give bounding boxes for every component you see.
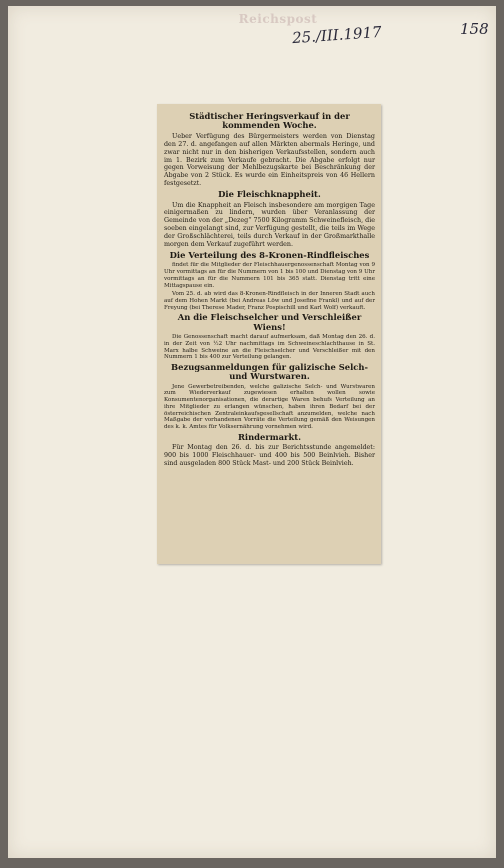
section-heading: Bezugsanmeldungen für galizische Selch- und Wurstwaren. — [171, 361, 368, 382]
newspaper-stamp: Reichspost — [238, 12, 318, 26]
newspaper-clipping — [157, 104, 381, 564]
section-heading: Städtischer Heringsverkauf in der kommenden Woche. — [189, 111, 350, 131]
handwritten-date: 25./III.1917 — [291, 22, 383, 48]
section-heading: Rindermarkt. — [237, 431, 302, 442]
folio-number: 158 — [460, 20, 489, 38]
section-paragraph: Für Montag den 26. d. bis zur Berichtsstunde angemeldet: 900 bis 1000 Fleischhauer- und 400 bis 500 Beinlvieh. Bisher sind ausgeladen 800 Stück Mast- und 200 Stück Beinlvieh. — [164, 444, 375, 467]
section-paragraph: Die Genossenschaft macht darauf aufmerksam, daß Montag den 26. d. in der Zeit von ½2 Uhr nachmittags im Schweineschlachthause in St. Marx halbe Schweine an die Fleischselcher und Verschleißer mit den Nummern 1 bis 400 zur Verteilung gelangen. — [164, 334, 375, 361]
section-heading: An die Fleischselcher und Verschleißer Wiens! — [177, 312, 362, 332]
section-paragraph: findet für die Mitglieder der Fleischhauergenossenschaft Montag von 9 Uhr vormittags an für die Nummern von 1 bis 100 und Dienstag von 9 Uhr vormittags an für die Nummern 101 bis 365 statt. Dienstag tritt eine Mittagspause ein. — [164, 262, 375, 289]
section-paragraph: Vom 25. d. ab wird das 8-Kronen-Rindfleisch in der Inneren Stadt auch auf dem Hohen Markt (bei Andreas Löw und Josefine Frankl) und auf der Freyung (bei Therese Mader, Franz Pospischill und Karl Wolf) verkauft. — [164, 291, 375, 311]
section-heading: Die Fleischknappheit. — [218, 189, 321, 200]
section-paragraph: Um die Knappheit an Fleisch insbesondere am morgigen Tage einigermaßen zu lindern, wurden über Veranlassung der Gemeinde von der „Dezeg“ 7500 Kilogramm Schweinefleisch, die soeben eingelangt sind, zur Verfügung gestellt, die teils im Wege der Großschlächterei, teils durch Verkauf in der Großmarkthalle morgen dem Verkauf zugeführt werden. — [164, 201, 375, 249]
section-paragraph: Jene Gewerbetreibenden, welche galizische Selch- und Wurstwaren zum Wiederverkauf zugewiesen erhalten wollen sowie Konsumentenorganisationen, die derartige Waren behufs Verteilung an ihre Mitglieder zu erlangen wünschen, haben ihren Bedarf bei der österreichischen Zentraleinkaufsgesellschaft anzumelden, welche nach Maßgabe der vorhandenen Vorräte die Verteilung gemäß den Weisungen des k. k. Amtes für Volksernährung vornehmen wird. — [164, 383, 375, 430]
section-heading: Die Verteilung des 8-Kronen-Rindfleisches — [169, 250, 370, 260]
section-paragraph: Ueber Verfügung des Bürgermeisters werden von Dienstag den 27. d. angefangen auf allen Märkten abermals Heringe, und zwar nicht nur in den bisherigen Verkaufsstellen, sondern auch im 1. Bezirk zum Verkaufe gebracht. Die Abgabe erfolgt nur gegen Vorweisung der Mehlbezugskarte bei Beschränkung der Abgabe von 2 Stück. Es wurde ein Einheitspreis von 46 Hellern festgesetzt. — [164, 132, 375, 188]
